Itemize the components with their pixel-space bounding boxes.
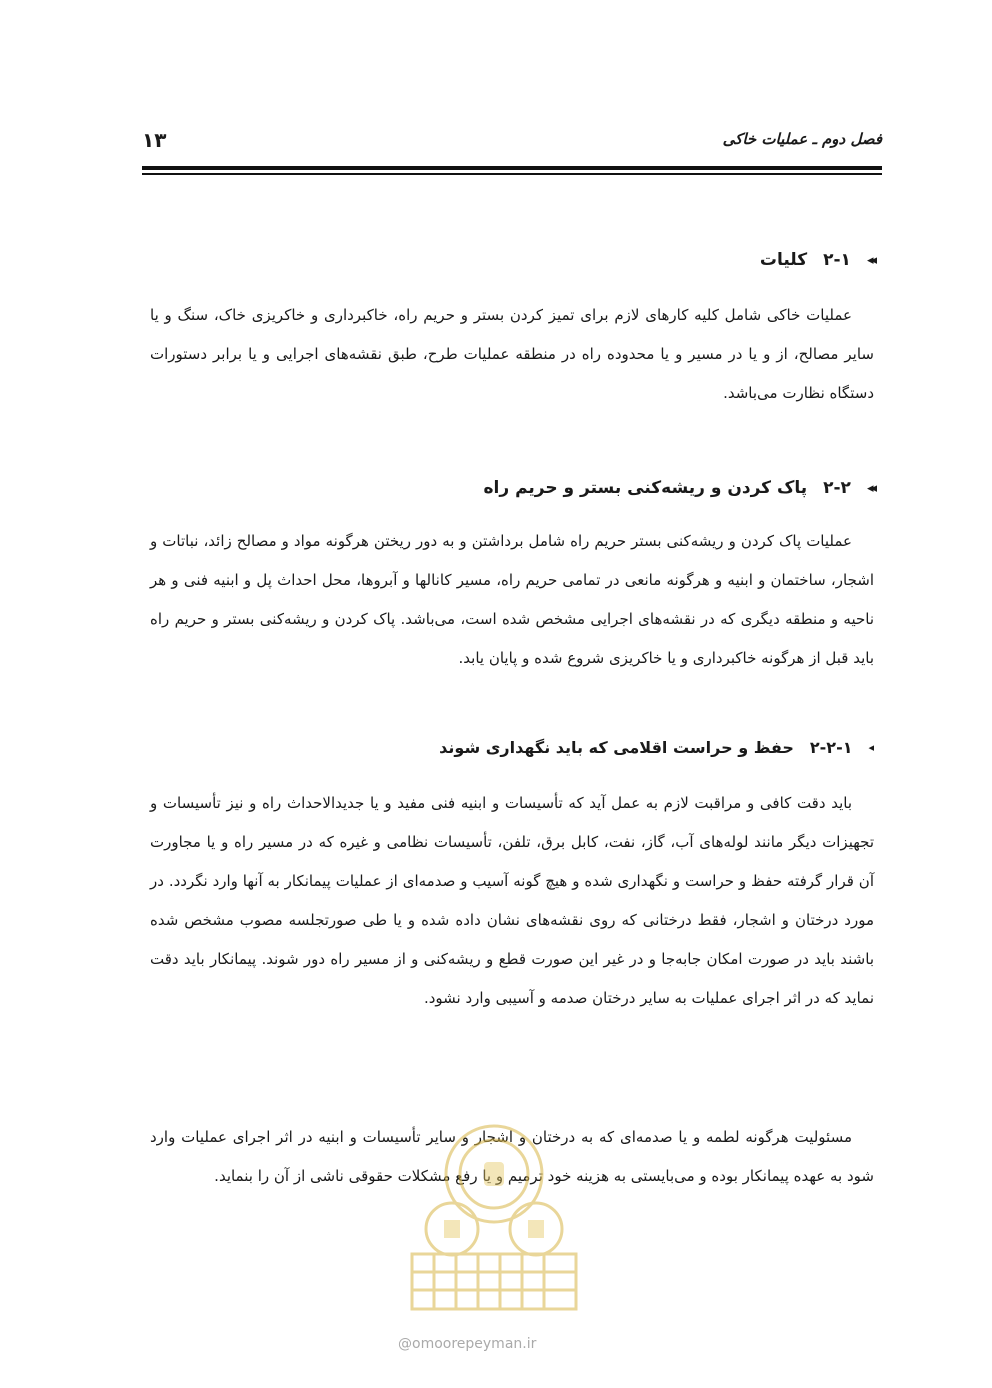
running-header xyxy=(142,126,882,160)
section-paragraph-2-2: عملیات پاک کردن و ریشه‌کنی بستر حریم راه شامل برداشتن و به دور ریختن هرگونه مواد و مصالح زائد، نباتات و اشجار، ساختمان و ابنیه و هرگونه مانعی در تمامی حریم راه، مسیر کانالها و آبروها، محل احداث پل و ابنیه فنی و هر ناحیه و منطقه دیگری که در نقشه‌های اجرایی مشخص شده است، می‌باشد. پاک کردن و ریشه‌کنی بستر و حریم راه باید قبل از هرگونه خاکبرداری و یا خاکریزی شروع شده و پایان یابد. xyxy=(150,532,874,667)
section-title: پاک کردن و ریشه‌کنی بستر و حریم راه xyxy=(483,478,808,498)
header-rule-thick xyxy=(142,166,882,170)
subsection-paragraph-2-2-1: باید دقت کافی و مراقبت لازم به عمل آید که تأسیسات و ابنیه فنی مفید و یا جدیدالاحداث راه و نیز تأسیسات و تجهیزات دیگر مانند لوله‌های آب، گاز، نفت، کابل برق، تلفن، تأسیسات نظامی و غیره که در مسیر راه و یا مجاورت آن قرار گرفته حفظ و حراست و نگهداری شده و هیچ گونه آسیب و صدمه‌ای از عملیات پیمانکار به آنها وارد نگردد. در مورد درختان و اشجار، فقط درختانی که روی نقشه‌های نشان داده شده و یا طی صورتجلسه مصوب مشخص شده باشند باید در صورت امکان جابه‌جا و در غیر این صورت قطع و ریشه‌کنی و از مسیر راه دور شوند. پیمانکار باید دقت نماید که در اثر اجرای عملیات به سایر درختان صدمه و آسیبی وارد نشود. xyxy=(150,794,874,1007)
watermark-url: @omoorepeyman.ir xyxy=(398,1336,537,1352)
section-heading-2-2 xyxy=(150,478,874,498)
section-paragraph-2-1: عملیات خاکی شامل کلیه کارهای لازم برای تمیز کردن بستر و حریم راه، خاکبرداری و خاکریزی خاک، سنگ و یا سایر مصالح، از و یا در مسیر و یا محدوده راه در منطقه عملیات طرح، طبق نقشه‌های اجرایی و یا برابر دستورات دستگاه نظارت می‌باشد. xyxy=(150,306,874,402)
section-number: ۲-۲ xyxy=(823,478,851,498)
section-title: کلیات xyxy=(759,250,808,270)
double-arrow-icon: ◂◂ xyxy=(866,252,874,268)
chapter-title: فصل دوم ـ عملیات خاکی xyxy=(722,130,882,148)
subsection-heading-2-2-1 xyxy=(150,738,874,757)
section-heading-2-1 xyxy=(150,250,874,270)
section-number: ۲-۲-۱ xyxy=(809,738,853,757)
subsection-paragraph-2-2-1-b: مسئولیت هرگونه لطمه و یا صدمه‌ای که به درختان و اشجار و سایر تأسیسات و ابنیه در اثر اجرای عملیات وارد شود به عهده پیمانکار بوده و می‌بایستی به هزینه خود ترمیم و یا رفع مشکلات حقوقی ناشی از آن را بنماید. xyxy=(150,1128,874,1185)
section-title: حفظ و حراست اقلامی که باید نگهداری شوند xyxy=(439,738,794,757)
section-number: ۲-۱ xyxy=(823,250,851,270)
double-arrow-icon: ◂◂ xyxy=(866,480,874,496)
page-number: ۱۳ xyxy=(142,128,167,152)
header-rule-thin xyxy=(142,173,882,175)
arrow-icon: ◂ xyxy=(868,741,874,754)
